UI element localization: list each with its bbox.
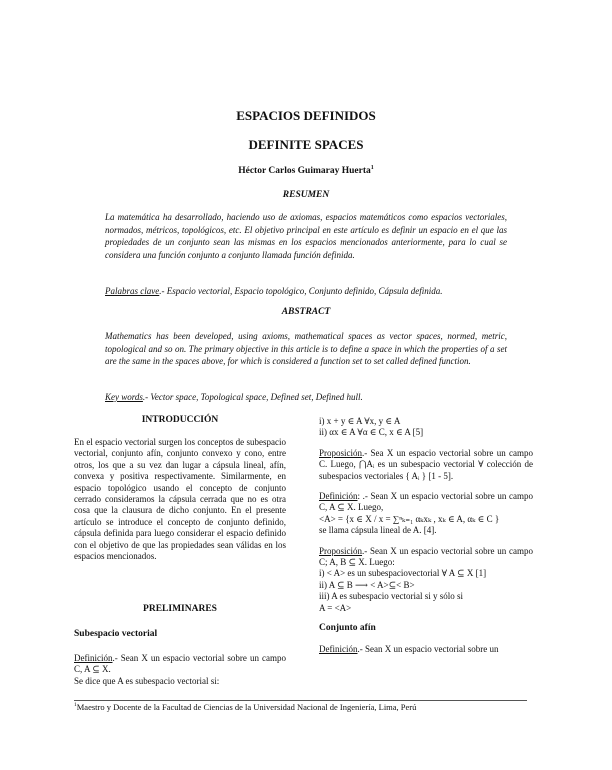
resumen-keywords-label: Palabras clave (105, 286, 160, 296)
footnote (74, 702, 416, 712)
author-line (0, 165, 612, 176)
resumen-keywords (105, 285, 507, 297)
abstract-keywords-label: Key words (105, 392, 143, 402)
resumen-heading: RESUMEN (282, 190, 330, 200)
definition-2 (319, 491, 533, 514)
definition-text: .- Sean X un espacio vectorial sobre un campo C, A ⊆ X. (74, 653, 286, 675)
prelim-heading: PRELIMINARES (143, 604, 217, 614)
definition-2-formula: <A> = {x ∈ X / x = ∑ⁿₖ₌₁ αₖxₖ , xₖ ∈ A, αₖ ∈ C } (319, 513, 500, 524)
definition-2-text: : .- Sean X un espacio vectorial sobre un campo C, A ⊆ X. Luego, (319, 491, 533, 513)
proposition-2-iv: A = <A> (319, 602, 352, 613)
proposition-1-label: Proposición (319, 447, 363, 458)
author-footnote-mark: 1 (370, 165, 374, 171)
condition-2: ii) αx ∈ A ∀α ∈ C, x ∈ A [5] (319, 427, 424, 438)
title-spanish: ESPACIOS DEFINIDOS (236, 108, 376, 123)
footnote-text: Maestro y Docente de la Facultad de Ciencias de la Universidad Nacional de Ingeniería, Lima, Perú (76, 702, 417, 712)
proposition-1 (319, 448, 533, 482)
intro-text: En el espacio vectorial surgen los conceptos de subespacio vectorial, conjunto afín, conjunto convexo y cono, entre otros, los que a su vez dan lugar a cápsula lineal, afín, convexa y positiva respectivamente. Similarmente, en espacio topológico usando el concepto de conjunto cerrado consideramos la cápsula cerrada que no es otra cosa que la clausura de dicho conjunto. En el presente artículo se introduce el concepto de conjunto definido, cápsula definida para luego considerar el espacio definido con el objetivo de que las propiedades sean válidas en los espacios mencionados. (74, 437, 286, 562)
condition-1: i) x + y ∈ A ∀x, y ∈ A (319, 416, 401, 426)
author-name: Héctor Carlos Guimaray Huerta (238, 166, 371, 177)
abstract-keywords-text: .- Vector space, Topological space, Defined set, Defined hull. (142, 392, 363, 402)
footnote-mark: 1 (74, 702, 77, 709)
resumen-keywords-text: .- Espacio vectorial, Espacio topológico, Conjunto definido, Cápsula definida. (159, 286, 443, 296)
definition-2-tail: se llama cápsula lineal de A. [4]. (319, 525, 437, 536)
abstract-heading: ABSTRACT (281, 307, 331, 317)
proposition-2 (319, 546, 533, 569)
definition-2-label: Definición (319, 491, 358, 502)
affine-set-heading: Conjunto afín (319, 623, 376, 634)
definition-3-text: .- Sean X un espacio vectorial sobre un (357, 643, 499, 654)
proposition-2-iii: iii) A es subespacio vectorial si y sólo si (319, 591, 463, 602)
intro-heading: INTRODUCCIÓN (141, 415, 219, 425)
proposition-2-ii: ii) A ⊆ B ⟶ < A>⊆< B> (319, 579, 415, 590)
footnote-rule (74, 700, 527, 701)
definition-text-2: Se dice que A es subespacio vectorial si: (74, 675, 220, 686)
proposition-2-label: Proposición (319, 545, 363, 556)
proposition-2-i: i) < A> es un subespaciovectorial ∀ A ⊆ X [1] (319, 568, 487, 579)
definition-3-label: Definición (319, 643, 358, 654)
right-column (319, 416, 533, 655)
resumen-text: La matemática ha desarrollado, haciendo uso de axiomas, espacios matemáticos como espacios vectoriales, normados, métricos, topológicos, etc. El objetivo principal en este artículo es definir un espacio en el que las propiedades de un conjunto sean las mismas en los espacios mencionados anteriormente, para lo cual se considera una función conjunto a conjunto llamada función definida. (105, 212, 507, 260)
definition-3 (319, 644, 533, 655)
proposition-2-text: .- Sean X un espacio vectorial sobre un campo C; A, B ⊆ X. Luego: (319, 545, 533, 568)
abstract-keywords (105, 391, 507, 403)
abstract-text: Mathematics has been developed, using axioms, mathematical spaces as vector spaces, normed, metric, topological and so on. The primary objective in this article is to define a space in which the properties of a set are the same in the spaces above, for which is considered a function set to set called defined function. (105, 331, 507, 366)
proposition-1-text: .- Sea X un espacio vectorial sobre un campo C. Luego, ⋂Aᵢ es un subespacio vectorial ∀ colección de subespacios vectoriales { Aᵢ } [1 - 5]. (319, 447, 533, 481)
definition-subspace (74, 653, 286, 687)
subspace-heading: Subespacio vectorial (74, 629, 158, 639)
title-english: DEFINITE SPACES (248, 137, 364, 152)
definition-label: Definición (74, 653, 113, 663)
